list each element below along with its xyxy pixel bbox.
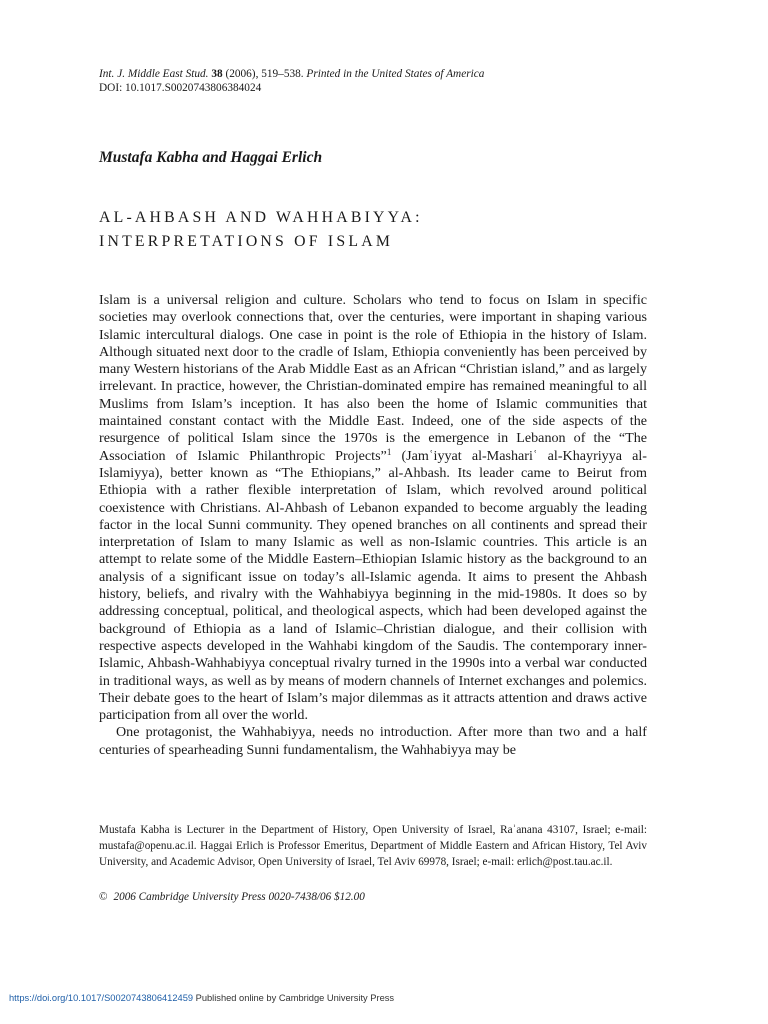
journal-volume: 38 xyxy=(211,68,223,80)
copyright-text: 2006 Cambridge University Press 0020-7438/06 $12.00 xyxy=(113,891,365,903)
article-title xyxy=(99,206,423,254)
article-body xyxy=(99,292,647,759)
printed-note: Printed in the United States of America xyxy=(306,68,485,80)
body-paragraph: One protagonist, the Wahhabiyya, needs no introduction. After more than two and a half centuries of spearheading Sunni fundamentalism, the Wahhabiyya may be xyxy=(99,724,647,758)
published-online-text: Published online by Cambridge University Press xyxy=(195,993,395,1003)
journal-pages: (2006), 519–538. xyxy=(225,68,304,80)
title-line-2: INTERPRETATIONS OF ISLAM xyxy=(99,233,394,250)
journal-name: Int. J. Middle East Stud. xyxy=(99,68,209,80)
doi-link[interactable]: https://doi.org/10.1017/S0020743806412459 xyxy=(9,993,194,1003)
citation-line xyxy=(99,68,484,82)
article-authors: Mustafa Kabha and Haggai Erlich xyxy=(99,149,323,166)
paragraph-text: (Jamʿiyyat al-Mashariʿ al-Khayriyya al-Islamiyya), better known as “The Ethiopians,” al-Ahbash. Its leader came to Beirut from Ethiopia with a rather flexible interpretation of Islam, which revolved around political coexistence with Christians. Al-Ahbash of Lebanon expanded to become arguably the leading factor in the local Sunni community. They opened branches on all continents and spread their interpretation of Islam to many Islamic as well as non-Islamic countries. This article is an attempt to relate some of the Middle Eastern–Ethiopian Islamic history as the background to an analysis of a significant issue on today’s all-Islamic agenda. It aims to present the Ahbash history, beliefs, and rivalry with the Wahhabiyya beginning in the mid-1980s. It does so by addressing conceptual, political, and theological aspects, which had been developed against the background of Ethiopia as a land of Islamic–Christian dialogue, and their collision with respective aspects developed in the Wahhabi kingdom of the Saudis. The contemporary inner-Islamic, Ahbash-Wahhabiyya conceptual rivalry turned in the 1990s into a verbal war conducted in traditional ways, as well as by means of modern channels of Internet exchanges and polemics. Their debate goes to the heart of Islam’s major dilemmas as it attracts attention and draws active participation from all over the world. xyxy=(99,447,647,724)
footnote-marker[interactable]: 1 xyxy=(386,446,392,457)
page-footer xyxy=(9,993,394,1003)
doi-line: DOI: 10.1017.S0020743806384024 xyxy=(99,81,262,94)
author-affiliation-note: Mustafa Kabha is Lecturer in the Department of History, Open University of Israel, Raʾanana 43107, Israel; e-mail: mustafa@openu.ac.il. Haggai Erlich is Professor Emeritus, Department of Middle Eastern and African History, Tel Aviv University, and Academic Advisor, Open University of Israel, Tel Aviv 69978, Israel; e-mail: erlich@post.tau.ac.il. xyxy=(99,824,647,868)
paragraph-text: Islam is a universal religion and culture. Scholars who tend to focus on Islam in specific societies may overlook connections that, over the centuries, were important in shaping various Islamic intercultural dialogs. One case in point is the role of Ethiopia in the history of Islam. Although situated next door to the cradle of Islam, Ethiopia conveniently has been perceived by many Western historians of the Arab Middle East as an African “Christian island,” and as largely irrelevant. In practice, however, the Christian-dominated empire has remained meaningful to all Muslims from Islam’s inception. It has also been the home of Islamic communities that maintained constant contact with the Middle East. Indeed, one of the side aspects of the resurgence of political Islam since the 1970s is the emergence in Lebanon of the “The Association of Islamic Philanthropic Projects” xyxy=(99,292,647,464)
body-paragraph xyxy=(99,292,647,724)
title-line-1: AL-AHBASH AND WAHHABIYYA: xyxy=(99,209,423,226)
copyright-line xyxy=(99,891,365,903)
copyright-symbol: © xyxy=(99,891,108,903)
journal-header xyxy=(99,68,484,95)
